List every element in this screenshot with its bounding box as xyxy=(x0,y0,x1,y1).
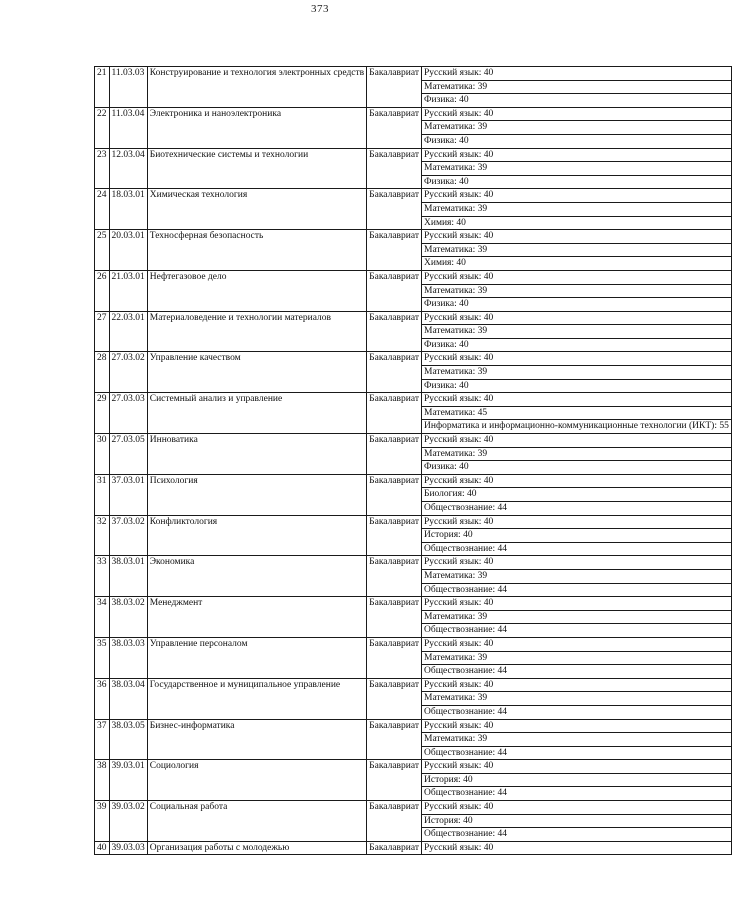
row-number: 32 xyxy=(95,515,110,556)
education-level: Бакалавриат xyxy=(367,760,422,801)
education-level: Бакалавриат xyxy=(367,597,422,638)
exam-requirement: Физика: 40 xyxy=(422,379,732,393)
exam-requirement: Физика: 40 xyxy=(422,94,732,108)
exam-requirement: Русский язык: 40 xyxy=(422,597,732,611)
row-number: 33 xyxy=(95,556,110,597)
exam-requirement: Русский язык: 40 xyxy=(422,556,732,570)
program-name: Управление качеством xyxy=(147,352,366,393)
exam-requirement: Математика: 39 xyxy=(422,733,732,747)
row-number: 35 xyxy=(95,637,110,678)
exam-requirement: Обществознание: 44 xyxy=(422,828,732,842)
exam-requirement: Обществознание: 44 xyxy=(422,665,732,679)
row-number: 22 xyxy=(95,107,110,148)
exam-requirement: Обществознание: 44 xyxy=(422,542,732,556)
exam-requirement: Русский язык: 40 xyxy=(422,801,732,815)
exam-requirement: Химия: 40 xyxy=(422,216,732,230)
row-number: 29 xyxy=(95,393,110,434)
exam-requirement: Математика: 39 xyxy=(422,325,732,339)
table-row xyxy=(95,801,732,815)
exam-requirement: Физика: 40 xyxy=(422,298,732,312)
education-level: Бакалавриат xyxy=(367,67,422,108)
row-number: 23 xyxy=(95,148,110,189)
table-row xyxy=(95,474,732,488)
exam-requirement: Русский язык: 40 xyxy=(422,434,732,448)
program-code: 27.03.02 xyxy=(109,352,147,393)
program-name: Менеджмент xyxy=(147,597,366,638)
exam-requirement: Математика: 39 xyxy=(422,610,732,624)
table-row xyxy=(95,515,732,529)
program-code: 38.03.05 xyxy=(109,719,147,760)
exam-requirement: Математика: 39 xyxy=(422,162,732,176)
education-level: Бакалавриат xyxy=(367,515,422,556)
program-name: Управление персоналом xyxy=(147,637,366,678)
exam-requirement: Русский язык: 40 xyxy=(422,393,732,407)
exam-requirement: Русский язык: 40 xyxy=(422,474,732,488)
row-number: 31 xyxy=(95,474,110,515)
exam-requirement: Русский язык: 40 xyxy=(422,270,732,284)
exam-requirement: Русский язык: 40 xyxy=(422,148,732,162)
program-code: 22.03.01 xyxy=(109,311,147,352)
row-number: 30 xyxy=(95,434,110,475)
exam-requirement: Русский язык: 40 xyxy=(422,67,732,81)
table-row xyxy=(95,719,732,733)
education-level: Бакалавриат xyxy=(367,311,422,352)
exam-requirement: Математика: 45 xyxy=(422,406,732,420)
program-code: 37.03.02 xyxy=(109,515,147,556)
admission-table xyxy=(94,66,732,855)
program-code: 21.03.01 xyxy=(109,270,147,311)
exam-requirement: Русский язык: 40 xyxy=(422,637,732,651)
education-level: Бакалавриат xyxy=(367,556,422,597)
row-number: 21 xyxy=(95,67,110,108)
program-name: Конструирование и технология электронных средств xyxy=(147,67,366,108)
exam-requirement: Биология: 40 xyxy=(422,488,732,502)
row-number: 27 xyxy=(95,311,110,352)
program-name: Социальная работа xyxy=(147,801,366,842)
program-name: Инноватика xyxy=(147,434,366,475)
table-body xyxy=(95,67,732,855)
program-code: 27.03.03 xyxy=(109,393,147,434)
exam-requirement: Русский язык: 40 xyxy=(422,189,732,203)
exam-requirement: Русский язык: 40 xyxy=(422,230,732,244)
exam-requirement: Обществознание: 44 xyxy=(422,624,732,638)
education-level: Бакалавриат xyxy=(367,352,422,393)
program-code: 38.03.04 xyxy=(109,678,147,719)
exam-requirement: Обществознание: 44 xyxy=(422,705,732,719)
exam-requirement: История: 40 xyxy=(422,529,732,543)
table-row xyxy=(95,678,732,692)
table-row xyxy=(95,434,732,448)
program-name: Экономика xyxy=(147,556,366,597)
education-level: Бакалавриат xyxy=(367,474,422,515)
program-code: 11.03.03 xyxy=(109,67,147,108)
education-level: Бакалавриат xyxy=(367,230,422,271)
program-code: 12.03.04 xyxy=(109,148,147,189)
table-row xyxy=(95,148,732,162)
education-level: Бакалавриат xyxy=(367,393,422,434)
exam-requirement: Математика: 39 xyxy=(422,692,732,706)
exam-requirement: Русский язык: 40 xyxy=(422,841,732,855)
page-number: 373 xyxy=(311,3,329,15)
program-code: 37.03.01 xyxy=(109,474,147,515)
table-row xyxy=(95,107,732,121)
education-level: Бакалавриат xyxy=(367,801,422,842)
program-name: Системный анализ и управление xyxy=(147,393,366,434)
exam-requirement: Обществознание: 44 xyxy=(422,583,732,597)
table-row xyxy=(95,393,732,407)
program-code: 27.03.05 xyxy=(109,434,147,475)
table-row xyxy=(95,67,732,81)
program-name: Организация работы с молодежью xyxy=(147,841,366,855)
exam-requirement: Физика: 40 xyxy=(422,461,732,475)
program-name: Техносферная безопасность xyxy=(147,230,366,271)
exam-requirement: Математика: 39 xyxy=(422,243,732,257)
row-number: 25 xyxy=(95,230,110,271)
row-number: 38 xyxy=(95,760,110,801)
program-code: 20.03.01 xyxy=(109,230,147,271)
exam-requirement: Русский язык: 40 xyxy=(422,352,732,366)
exam-requirement: Русский язык: 40 xyxy=(422,515,732,529)
exam-requirement: Обществознание: 44 xyxy=(422,787,732,801)
exam-requirement: Математика: 39 xyxy=(422,366,732,380)
program-code: 39.03.03 xyxy=(109,841,147,855)
program-code: 38.03.01 xyxy=(109,556,147,597)
exam-requirement: Математика: 39 xyxy=(422,202,732,216)
table-row xyxy=(95,189,732,203)
program-code: 18.03.01 xyxy=(109,189,147,230)
exam-requirement: Русский язык: 40 xyxy=(422,678,732,692)
program-name: Нефтегазовое дело xyxy=(147,270,366,311)
table-row xyxy=(95,311,732,325)
exam-requirement: Математика: 39 xyxy=(422,121,732,135)
row-number: 26 xyxy=(95,270,110,311)
program-code: 38.03.02 xyxy=(109,597,147,638)
exam-requirement: Физика: 40 xyxy=(422,134,732,148)
education-level: Бакалавриат xyxy=(367,148,422,189)
education-level: Бакалавриат xyxy=(367,434,422,475)
exam-requirement: Русский язык: 40 xyxy=(422,719,732,733)
row-number: 34 xyxy=(95,597,110,638)
education-level: Бакалавриат xyxy=(367,719,422,760)
program-name: Биотехнические системы и технологии xyxy=(147,148,366,189)
row-number: 28 xyxy=(95,352,110,393)
education-level: Бакалавриат xyxy=(367,189,422,230)
program-name: Химическая технология xyxy=(147,189,366,230)
table-row xyxy=(95,230,732,244)
exam-requirement: Математика: 39 xyxy=(422,651,732,665)
program-name: Бизнес-информатика xyxy=(147,719,366,760)
row-number: 39 xyxy=(95,801,110,842)
row-number: 37 xyxy=(95,719,110,760)
exam-requirement: Математика: 39 xyxy=(422,447,732,461)
program-name: Государственное и муниципальное управление xyxy=(147,678,366,719)
education-level: Бакалавриат xyxy=(367,107,422,148)
row-number: 40 xyxy=(95,841,110,855)
program-code: 39.03.02 xyxy=(109,801,147,842)
exam-requirement: Химия: 40 xyxy=(422,257,732,271)
table-row xyxy=(95,556,732,570)
row-number: 36 xyxy=(95,678,110,719)
education-level: Бакалавриат xyxy=(367,637,422,678)
exam-requirement: История: 40 xyxy=(422,773,732,787)
program-code: 38.03.03 xyxy=(109,637,147,678)
table-row xyxy=(95,597,732,611)
program-name: Конфликтология xyxy=(147,515,366,556)
exam-requirement: Обществознание: 44 xyxy=(422,502,732,516)
program-code: 11.03.04 xyxy=(109,107,147,148)
table-row xyxy=(95,841,732,855)
exam-requirement: Математика: 39 xyxy=(422,284,732,298)
program-name: Электроника и наноэлектроника xyxy=(147,107,366,148)
exam-requirement: Русский язык: 40 xyxy=(422,107,732,121)
program-code: 39.03.01 xyxy=(109,760,147,801)
row-number: 24 xyxy=(95,189,110,230)
exam-requirement: Физика: 40 xyxy=(422,175,732,189)
exam-requirement: Математика: 39 xyxy=(422,569,732,583)
exam-requirement: История: 40 xyxy=(422,814,732,828)
exam-requirement: Обществознание: 44 xyxy=(422,746,732,760)
table-row xyxy=(95,352,732,366)
exam-requirement: Информатика и информационно-коммуникационные технологии (ИКТ): 55 xyxy=(422,420,732,434)
exam-requirement: Математика: 39 xyxy=(422,80,732,94)
table-row xyxy=(95,270,732,284)
table-row xyxy=(95,637,732,651)
exam-requirement: Физика: 40 xyxy=(422,338,732,352)
table-row xyxy=(95,760,732,774)
exam-requirement: Русский язык: 40 xyxy=(422,311,732,325)
education-level: Бакалавриат xyxy=(367,678,422,719)
program-name: Социология xyxy=(147,760,366,801)
education-level: Бакалавриат xyxy=(367,841,422,855)
program-name: Материаловедение и технологии материалов xyxy=(147,311,366,352)
exam-requirement: Русский язык: 40 xyxy=(422,760,732,774)
program-name: Психология xyxy=(147,474,366,515)
education-level: Бакалавриат xyxy=(367,270,422,311)
